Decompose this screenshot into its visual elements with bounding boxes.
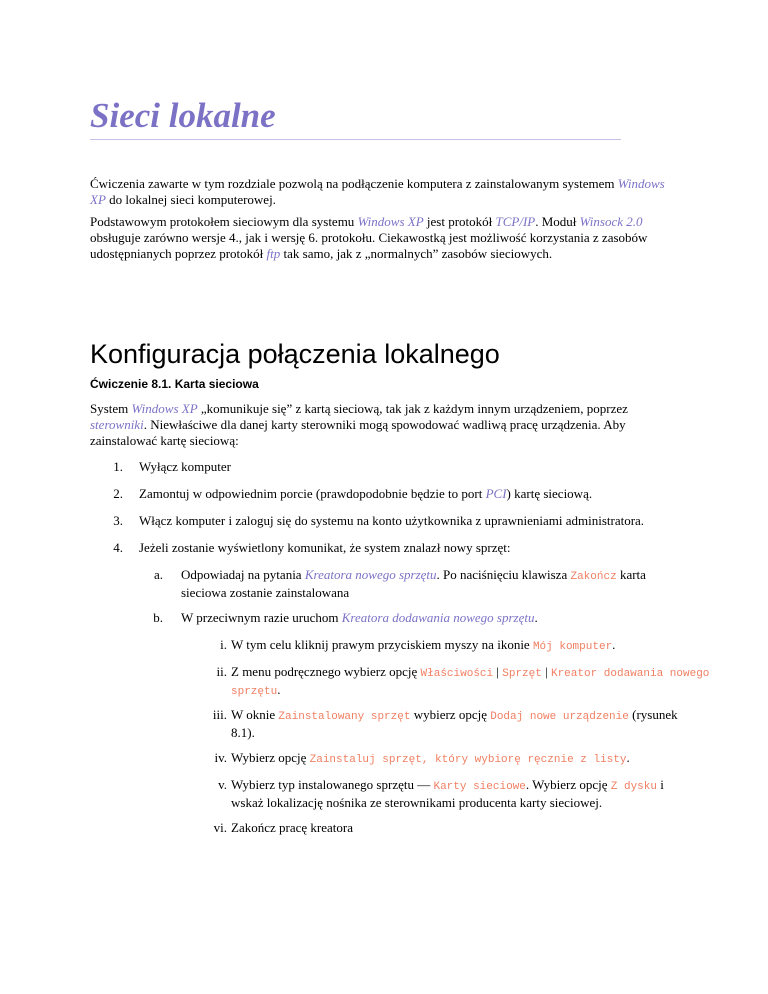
roman-number: ii. — [216, 664, 227, 679]
text-run: Podstawowym protokołem sieciowym dla systemu — [90, 214, 358, 229]
section-title: Konfiguracja połączenia lokalnego — [90, 339, 500, 369]
text-run: do lokalnej sieci komputerowej. — [105, 192, 276, 207]
ui-label-zainstalowany-sprzet: Zainstalowany sprzęt — [278, 711, 411, 723]
text-run: | — [493, 664, 503, 679]
text-run: i wskaż lokalizację nośnika ze sterownikami producenta karty sieciowej. — [231, 777, 664, 810]
ui-label-sprzet: Sprzęt — [502, 668, 542, 680]
roman-step-text: Zakończ pracę kreatora — [231, 820, 353, 835]
roman-step-text — [231, 664, 731, 700]
text-run: ) kartę sieciową. — [506, 486, 593, 501]
step-number: 3. — [113, 513, 123, 528]
ui-label-karty-sieciowe: Karty sieciowe — [433, 781, 526, 793]
title-divider — [90, 139, 621, 140]
text-run: Z menu podręcznego wybierz opcję — [231, 664, 421, 679]
substep-letter: a. — [153, 567, 163, 582]
text-run: W tym celu kliknij prawym przyciskiem myszy na ikonie — [231, 637, 533, 652]
text-run: Wybierz opcję — [231, 750, 310, 765]
intro-paragraph-2 — [90, 214, 680, 262]
term-pci[interactable]: PCI — [485, 486, 507, 501]
text-run: obsługuje zarówno wersje 4., jak i wersję 6. protokołu. Ciekawostką jest możliwość korzystania z zasobów udostępnianych poprzez protokół — [90, 230, 648, 261]
roman-step-text — [231, 777, 681, 811]
term-kreator-nowego-sprzetu[interactable]: Kreatora nowego sprzętu — [304, 567, 437, 582]
ui-label-kreator-dodawania: Kreator dodawania nowego sprzętu — [231, 668, 710, 698]
ui-label-dodaj-nowe-urzadzenie: Dodaj nowe urządzenie — [490, 711, 629, 723]
text-run: Ćwiczenia zawarte w tym rozdziale pozwolą na podłączenie komputera z zainstalowanym systemem — [90, 176, 618, 191]
substep-letter: b. — [153, 610, 163, 625]
step-text: Włącz komputer i zaloguj się do systemu na konto użytkownika z uprawnieniami administratora. — [139, 513, 645, 528]
roman-step-text — [231, 637, 711, 655]
text-run: Zamontuj w odpowiednim porcie (prawdopodobnie będzie to port — [139, 486, 486, 501]
ui-label-zainstaluj-sprzet: Zainstaluj sprzęt, który wybiorę ręcznie z listy — [309, 754, 627, 766]
text-run: . — [534, 610, 538, 625]
text-run: jest protokół — [423, 214, 496, 229]
term-winsock[interactable]: Winsock 2.0 — [579, 214, 643, 229]
roman-number: vi. — [213, 820, 227, 835]
roman-number: i. — [220, 637, 227, 652]
roman-step-text — [231, 707, 691, 741]
term-ftp[interactable]: ftp — [266, 246, 281, 261]
exercise-intro — [90, 401, 680, 449]
term-sterowniki[interactable]: sterowniki — [90, 417, 144, 432]
text-run: | — [541, 664, 551, 679]
term-windows-xp[interactable]: Windows XP — [357, 214, 424, 229]
step-text: Wyłącz komputer — [139, 459, 231, 474]
text-run: . — [277, 682, 281, 697]
text-run: W przeciwnym razie uruchom — [181, 610, 342, 625]
text-run: wybierz opcję — [410, 707, 491, 722]
text-run: Wybierz typ instalowanego sprzętu — — [231, 777, 434, 792]
text-run: . Wybierz opcję — [525, 777, 611, 792]
text-run: tak samo, jak z „normalnych” zasobów sieciowych. — [280, 246, 553, 261]
step-number: 1. — [113, 459, 123, 474]
text-run: karta sieciowa zostanie zainstalowana — [181, 567, 646, 600]
substep-text — [181, 610, 681, 626]
text-run: Odpowiadaj na pytania — [181, 567, 305, 582]
step-text: Jeżeli zostanie wyświetlony komunikat, że system znalazł nowy sprzęt: — [139, 540, 511, 555]
ui-label-z-dysku: Z dysku — [610, 781, 657, 793]
text-run: . — [612, 637, 616, 652]
text-run: . Niewłaściwe dla danej karty sterowniki mogą spowodować wadliwą pracę urządzenia. Aby zainstalować kartę sieciową: — [90, 417, 626, 448]
term-windows-xp[interactable]: Windows XP — [131, 401, 198, 416]
text-run: . — [626, 750, 630, 765]
ui-label-moj-komputer: Mój komputer — [532, 641, 613, 653]
text-run: . Moduł — [535, 214, 580, 229]
substep-text — [181, 567, 681, 601]
text-run: W oknie — [231, 707, 279, 722]
term-tcp-ip[interactable]: TCP/IP — [495, 214, 536, 229]
intro-paragraph-1 — [90, 176, 680, 208]
text-run: System — [90, 401, 132, 416]
step-number: 4. — [113, 540, 123, 555]
ui-label-wlasciwosci: Właściwości — [420, 668, 494, 680]
text-run: „komunikuje się” z kartą sieciową, tak jak z każdym innym urządzeniem, poprzez — [197, 401, 628, 416]
roman-number: iv. — [214, 750, 227, 765]
roman-step-text — [231, 750, 731, 768]
roman-number: v. — [218, 777, 227, 792]
exercise-title: Ćwiczenie 8.1. Karta sieciowa — [90, 377, 259, 391]
chapter-title: Sieci lokalne — [90, 96, 276, 135]
term-kreator-dodawania[interactable]: Kreatora dodawania nowego sprzętu — [341, 610, 535, 625]
roman-number: iii. — [212, 707, 227, 722]
step-text — [139, 486, 699, 502]
text-run: . Po naciśnięciu klawisza — [436, 567, 571, 582]
ui-key-zakoncz: Zakończ — [570, 571, 617, 583]
step-number: 2. — [113, 486, 123, 501]
term-windows-xp[interactable]: Windows XP — [90, 176, 665, 207]
text-run: (rysunek 8.1). — [231, 707, 678, 740]
